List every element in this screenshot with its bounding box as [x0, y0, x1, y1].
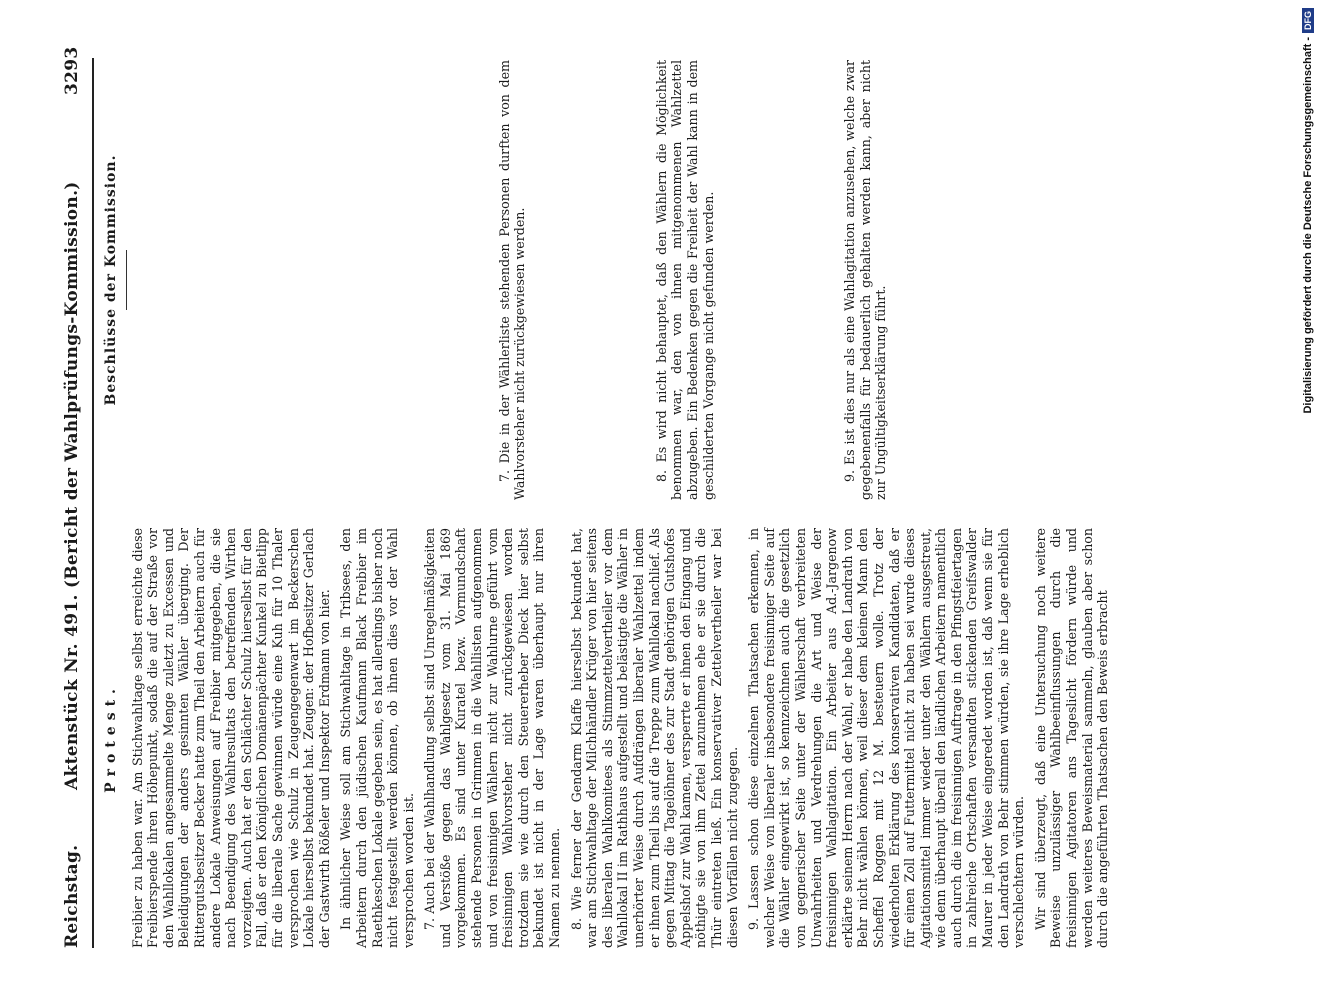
protest-paragraph: 8. Wie ferner der Gendarm Klaffe hierselbst bekundet hat, war am Stichwahltage der Milchhändler Krüger von hier seitens des liberalen Wahlkomitees als Stimmzettelvertheiler vor dem Wahllokal II im Rathhaus aufgestellt und belästigte die Wähler in unerhörter Weise durch Aufdrängen liberaler Wahlzettel indem er ihnen zum Theil bis auf die Treppe zum Wahllokal nachlief. Als gegen Mittag die Tagelöhner des zur Stadt gehörigen Gutshofes Appelshof zur Wahl kamen, versperrte er ihnen den Eingang und nöthigte sie von ihm Zettel anzunehmen ehe er sie durch die Thür eintreten ließ. Ein konservativer Zettelvertheiler war bei diesen Vorfällen nicht zugegen. — [568, 528, 740, 948]
header-left: Reichstag. — [62, 844, 82, 948]
protest-paragraph: Freibier zu haben war. Am Stichwahltage selbst erreichte diese Freibierspende ihren Höhepunkt, sodaß die auf der Straße vor den Wahllokalen angesammelte Menge zuletzt zu Excessen und Beleidigungen der anders gesinnten Wähler überging. Der Rittergutsbesitzer Becker hatte zum Theil den Arbeitern auch für andere Lokale Anweisungen auf Freibier mitgegeben, die sie nach Beendigung des Wahlresultats den betreffenden Wirthen vorzeigten. Auch hat er den Schlächter Schulz hierselbst für den Fall, daß er den Königlichen Domänenpächter Kunkel zu Bietlipp für die liberale Sache gewinnen würde eine Kuh für 10 Thaler versprochen wie Schulz in Zeugengegenwart im Beckerschen Lokale hierselbst bekundet hat. Zeugen: der Hofbesitzer Gerlach der Gastwirth Rößeler und Inspektor Erdmann von hier. — [129, 528, 332, 948]
header-title: Aktenstück Nr. 491. (Bericht der Wahlprüfungs-Kommission.) — [62, 181, 82, 790]
spacer — [722, 60, 842, 500]
spacer — [534, 60, 654, 500]
protest-paragraph: Wir sind überzeugt, daß eine Untersuchung noch weitere Beweise unzulässiger Wahlbeeinflussungen durch die freisinnigen Agitatoren ans Tageslicht fördern würde und werden weiteres Beweismaterial sammeln, glauben aber schon durch die angeführten Thatsachen den Beweis erbracht — [1032, 528, 1111, 948]
commission-title-rule — [126, 250, 127, 310]
commission-paragraph: 9. Es ist dies nur als eine Wahlagitation anzusehen, welche zwar gegebenenfalls für bedauerlich gehalten werden kann, aber nicht zur Ungültigkeitserklärung führt. — [842, 60, 889, 500]
commission-paragraph: 8. Es wird nicht behauptet, daß den Wählern die Möglichkeit benommen war, den von ihnen mitgenommenen Wahlzettel abzugeben. Ein Bedenken gegen die Freiheit der Wahl kann in dem geschilderten Vorgange nicht gefunden werden. — [653, 60, 716, 500]
protest-paragraph: 9. Lassen schon diese einzelnen Thatsachen erkennen, in welcher Weise von liberaler insbesondere freisinniger Seite auf die Wähler eingewirkt ist, so kennzeichnen auch die gesetzlich von gegnerischer Seite unter der Wählerschaft verbreiteten Unwahrheiten und Verdrehungen die Art und Weise der freisinnigen Wahlagitation. Ein Arbeiter aus Ad.-Jargenow erklärte seinem Herrn nach der Wahl, er habe den Landrath von Behr nicht wählen können, weil dieser dem kleinen Mann den Scheffel Roggen mit 12 M. besteuern wolle. Trotz der wiederholten Erklärung des konservativen Kandidaten, daß er für einen Zoll auf Futtermittel nicht zu haben sei wurde dieses Agitationsmittel immer wieder unter den Wählern ausgestreut, wie denn überhaupt überall den ländlichen Arbeitern namentlich auch durch die im freisinnigen Auftrage in den Pfingstfeiertagen in zahlreiche Ortschaften versandten stickenden Greifswalder Maurer in jeder Weise eingeredet worden ist, daß wenn sie für den Landrath von Behr stimmen würden, sie ihre Lage erheblich verschlechtern würden. — [746, 528, 1027, 948]
page-number: 3293 — [62, 46, 82, 95]
commission-column — [100, 60, 895, 500]
digitization-credit-text — [1297, 8, 1319, 992]
spacer — [377, 60, 497, 500]
commission-title: Beschlüsse der Kommission. — [103, 154, 119, 406]
dfg-logo: DFG — [1302, 8, 1314, 33]
spacer — [137, 60, 257, 500]
commission-paragraph: 7. Die in der Wählerliste stehenden Personen durften von dem Wahlvorsteher nicht zurückgewiesen werden. — [496, 60, 528, 500]
protest-paragraph: 7. Auch bei der Wahlhandlung selbst sind Unregelmäßigkeiten und Verstöße gegen das Wahlgesetz vom 31. Mai 1869 vorgekommen. Es sind unter Kuratel bezw. Vormundschaft stehende Personen in Grimmen in die Wahllisten aufgenommen und von freisinnigen Wählern nicht zur Wahlurne geführt vom freisinnigen Wahlvorsteher nicht zurückgewiesen worden trotzdem sie wie durch den Steuererheber Dieck hier selbst bekundet ist nicht in der Lage waren überhaupt nur ihren Namen zu nennen. — [422, 528, 563, 948]
protest-column — [100, 528, 1117, 948]
spacer — [257, 60, 377, 500]
header-rule — [92, 58, 94, 948]
protest-paragraph: In ähnlicher Weise soll am Stichwahltage in Tribsees, den Arbeitern durch den jüdischen Kaufmann Black Freibier im Raethkeschen Lokale gegeben sein, es hat allerdings bisher noch nicht festgestellt werden können, ob ihnen dies vor der Wahl versprochen worden ist. — [338, 528, 416, 948]
digitization-credit — [1297, 8, 1319, 992]
protest-title: Protest. — [103, 683, 119, 793]
credit-text: Digitalisierung gefördert durch die Deutsche Forschungsgemeinschaft - — [1302, 37, 1314, 414]
